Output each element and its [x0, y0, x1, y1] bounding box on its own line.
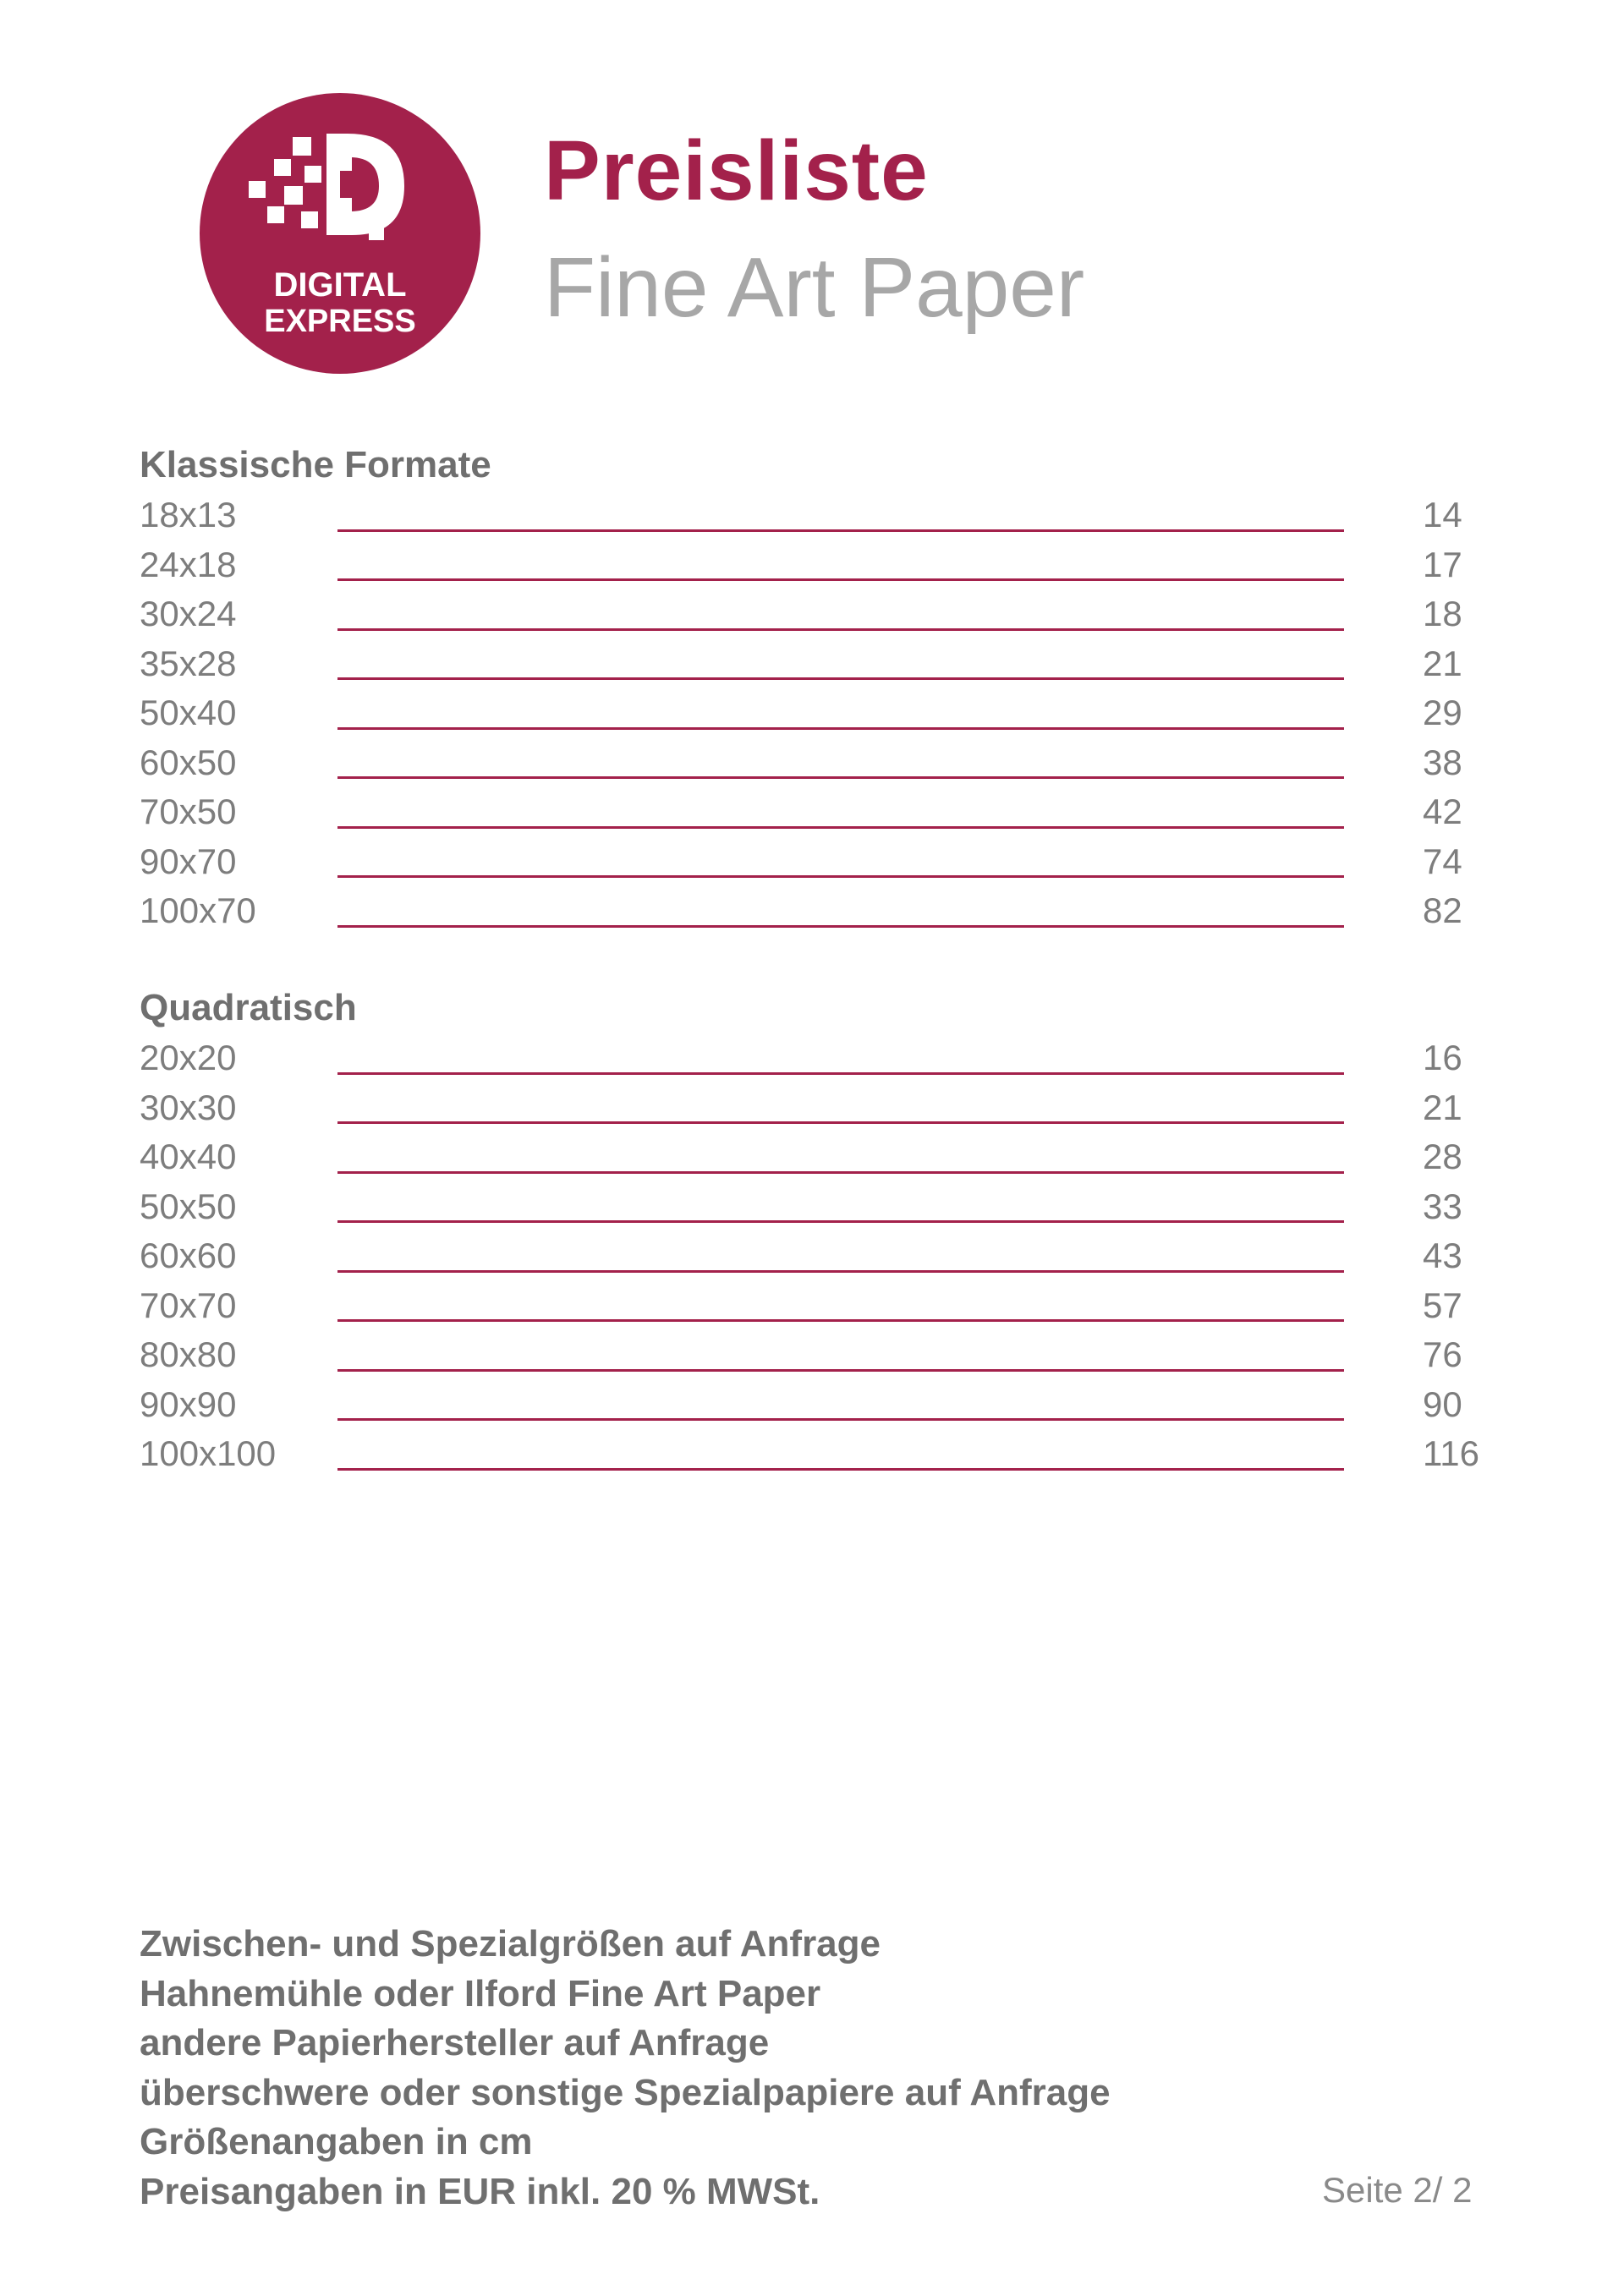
- section-klassische-formate: [140, 440, 1484, 936]
- note-item: Größenangaben in cm: [140, 2121, 533, 2162]
- price-value: 43: [1423, 1236, 1462, 1275]
- format-size: 35x28: [140, 643, 237, 683]
- note-item: Preisangaben in EUR inkl. 20 % MWSt.: [140, 2170, 820, 2212]
- price-row: [140, 1231, 1484, 1281]
- price-rows: [140, 1033, 1484, 1479]
- format-size: 60x60: [140, 1236, 237, 1275]
- leader-line: [337, 925, 1344, 928]
- price-row: [140, 738, 1484, 788]
- format-size: 20x20: [140, 1038, 237, 1077]
- format-size: 90x90: [140, 1384, 237, 1424]
- format-size: 80x80: [140, 1334, 237, 1374]
- note-item: Zwischen- und Spezialgrößen auf Anfrage: [140, 1923, 881, 1964]
- notes: [140, 1920, 1111, 2217]
- price-value: 17: [1423, 544, 1462, 584]
- price-row: [140, 1281, 1484, 1331]
- format-size: 70x50: [140, 792, 237, 831]
- price-row: [140, 1083, 1484, 1133]
- leader-line: [337, 677, 1344, 680]
- price-value: 28: [1423, 1137, 1462, 1176]
- price-value: 116: [1423, 1433, 1479, 1473]
- format-size: 40x40: [140, 1137, 237, 1176]
- section-title: Klassische Formate: [140, 444, 491, 485]
- leader-line: [337, 875, 1344, 878]
- format-size: 18x13: [140, 495, 237, 534]
- format-size: 50x50: [140, 1186, 237, 1226]
- note-item: Hahnemühle oder Ilford Fine Art Paper: [140, 1972, 821, 2014]
- note-item: überschwere oder sonstige Spezialpapiere auf Anfrage: [140, 2071, 1111, 2113]
- leader-line: [337, 727, 1344, 730]
- price-value: 82: [1423, 890, 1462, 930]
- price-value: 57: [1423, 1285, 1462, 1325]
- logo-line1: DIGITAL: [273, 266, 407, 304]
- price-row: [140, 1132, 1484, 1182]
- logo-line2: EXPRESS: [264, 304, 416, 339]
- leader-line: [337, 529, 1344, 532]
- price-row: [140, 540, 1484, 590]
- price-value: 21: [1423, 643, 1462, 683]
- digital-express-logo: [200, 93, 480, 374]
- price-row: [140, 688, 1484, 738]
- leader-line: [337, 1418, 1344, 1421]
- price-row: [140, 787, 1484, 837]
- price-rows: [140, 490, 1484, 936]
- leader-line: [337, 1220, 1344, 1223]
- section-title: Quadratisch: [140, 987, 357, 1028]
- page-subtitle: Fine Art Paper: [544, 240, 1085, 335]
- page-number: Seite 2/ 2: [1322, 2170, 1473, 2210]
- price-row: [140, 1429, 1484, 1479]
- leader-line: [337, 826, 1344, 829]
- price-value: 29: [1423, 693, 1462, 732]
- section-quadratisch: [140, 983, 1484, 1479]
- price-row: [140, 1033, 1484, 1083]
- format-size: 24x18: [140, 544, 237, 584]
- price-row: [140, 1182, 1484, 1232]
- price-value: 18: [1423, 594, 1462, 633]
- leader-line: [337, 1171, 1344, 1174]
- note-item: andere Papierhersteller auf Anfrage: [140, 2022, 770, 2063]
- leader-line: [337, 1072, 1344, 1075]
- leader-line: [337, 578, 1344, 581]
- format-size: 50x40: [140, 693, 237, 732]
- page-title: Preisliste: [544, 123, 929, 218]
- price-value: 16: [1423, 1038, 1462, 1077]
- leader-line: [337, 1121, 1344, 1124]
- format-size: 30x24: [140, 594, 237, 633]
- price-value: 33: [1423, 1186, 1462, 1226]
- price-row: [140, 490, 1484, 540]
- price-value: 74: [1423, 841, 1462, 881]
- leader-line: [337, 1468, 1344, 1471]
- format-size: 90x70: [140, 841, 237, 881]
- price-value: 14: [1423, 495, 1462, 534]
- leader-line: [337, 1270, 1344, 1273]
- leader-line: [337, 1369, 1344, 1372]
- price-value: 42: [1423, 792, 1462, 831]
- price-row: [140, 1380, 1484, 1430]
- format-size: 30x30: [140, 1087, 237, 1127]
- price-row: [140, 837, 1484, 887]
- format-size: 100x100: [140, 1433, 277, 1473]
- format-size: 100x70: [140, 890, 256, 930]
- price-row: [140, 589, 1484, 639]
- price-value: 90: [1423, 1384, 1462, 1424]
- price-row: [140, 1330, 1484, 1380]
- leader-line: [337, 628, 1344, 631]
- price-row: [140, 639, 1484, 689]
- price-value: 38: [1423, 742, 1462, 782]
- format-size: 70x70: [140, 1285, 237, 1325]
- leader-line: [337, 776, 1344, 779]
- leader-line: [337, 1319, 1344, 1322]
- price-value: 76: [1423, 1334, 1462, 1374]
- price-row: [140, 886, 1484, 936]
- price-value: 21: [1423, 1087, 1462, 1127]
- format-size: 60x50: [140, 742, 237, 782]
